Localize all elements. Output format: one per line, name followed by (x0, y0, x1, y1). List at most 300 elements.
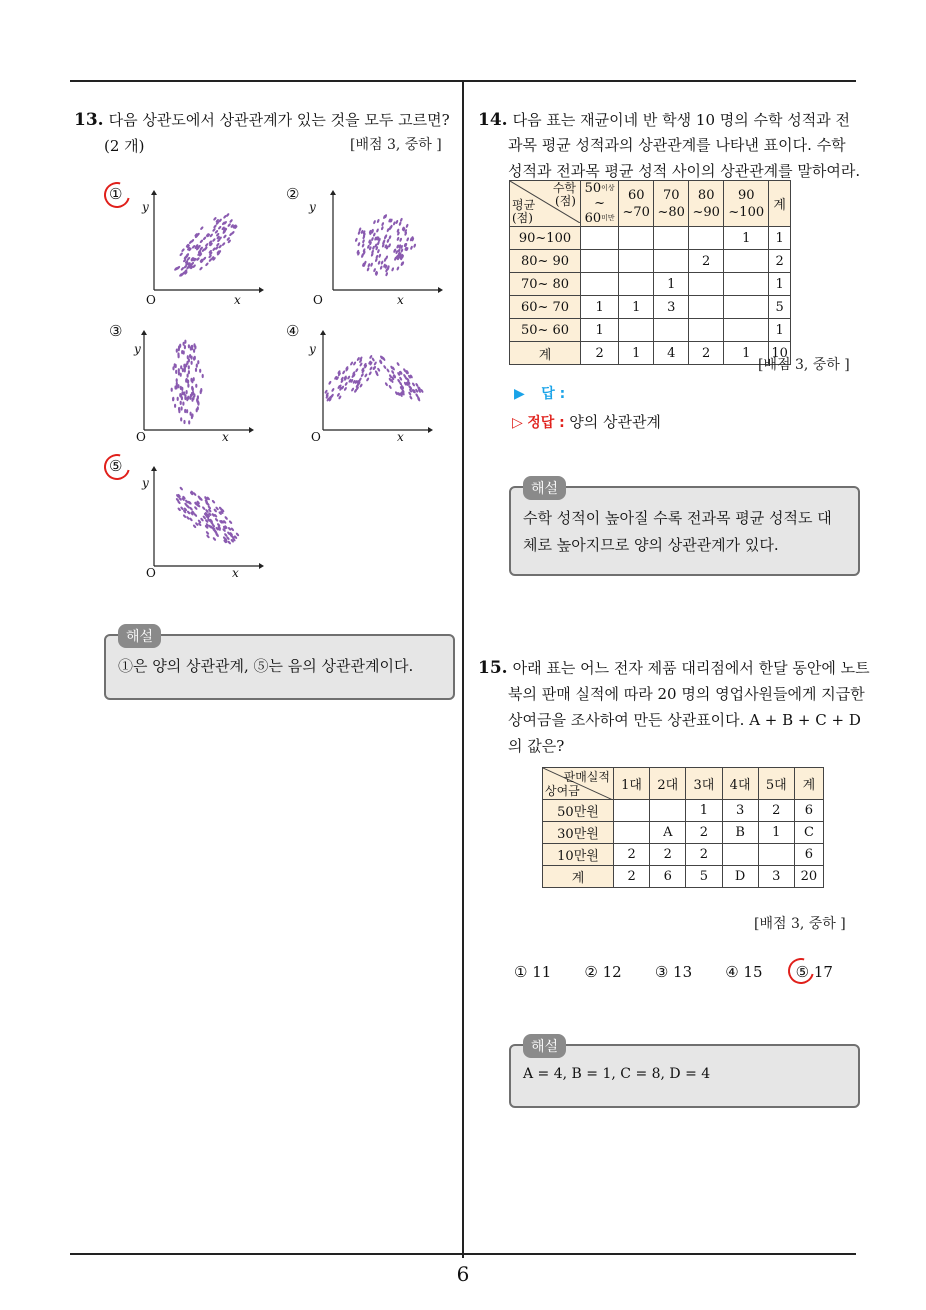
scatter-point (385, 272, 389, 277)
scatter-point (187, 384, 189, 388)
table-cell: 2 (769, 250, 791, 273)
table-cell (689, 296, 724, 319)
scatter-point (212, 238, 216, 243)
scatter-point (191, 392, 193, 396)
scatter-point (179, 252, 183, 257)
col-header: 3대 (686, 768, 722, 800)
table-cell: 6 (650, 866, 686, 888)
scatter-plot-1 (104, 180, 264, 310)
scatter-point (180, 386, 182, 390)
col-header-top: 70 (662, 187, 680, 203)
table-cell: 2 (614, 866, 650, 888)
table-cell: 2 (650, 844, 686, 866)
scatter-point (206, 534, 210, 539)
col-header-bottom: 60 (584, 211, 602, 226)
table-cell (724, 296, 769, 319)
table-cell: 1 (686, 800, 722, 822)
scatter-chart (124, 330, 254, 445)
scatter-point (400, 248, 404, 253)
scatter-point (380, 260, 384, 265)
scatter-point (366, 267, 370, 272)
scatter-point (196, 408, 198, 412)
row-label: 30만원 (543, 822, 614, 844)
answer-label: 답 : (541, 386, 566, 402)
scatter-point (182, 368, 184, 372)
x-axis-label: x (222, 430, 229, 444)
table-cell (722, 844, 758, 866)
scatter-point (373, 220, 377, 225)
scatter-point (400, 218, 404, 223)
scatter-point (331, 388, 335, 393)
origin-label: O (311, 430, 321, 444)
table-cell (724, 273, 769, 296)
scatter-point (205, 531, 209, 536)
scatter-point (375, 258, 379, 263)
scatter-point (197, 402, 199, 406)
scatter-point (187, 355, 189, 359)
table-cell (654, 227, 689, 250)
scatter-point (368, 371, 372, 376)
q13-count: (2 개) (104, 137, 145, 155)
scatter-chart (303, 330, 433, 445)
corner-cell (510, 181, 581, 227)
scatter-point (381, 222, 385, 227)
scatter-point (371, 357, 375, 362)
table-cell: D (722, 866, 758, 888)
table-row (510, 273, 791, 296)
choice-2[interactable]: ② 12 (584, 963, 622, 981)
x-axis-label: x (397, 430, 404, 444)
scatter-point (180, 401, 182, 405)
origin-label: O (146, 293, 156, 307)
scatter-point (189, 517, 193, 522)
q14-text-line-2: 과목 평균 성적과의 상관관계를 나타낸 표이다. 수학 (508, 136, 846, 154)
table-cell: 5 (769, 296, 791, 319)
scatter-point (184, 409, 186, 413)
scatter-point (180, 365, 182, 369)
scatter-point (367, 263, 371, 268)
table-row (543, 822, 824, 844)
corner-cell (543, 768, 614, 800)
scatter-point (355, 368, 359, 373)
table-row (510, 319, 791, 342)
scatter-point (190, 412, 192, 416)
scatter-point (191, 356, 193, 360)
sup-below: 미만 (601, 214, 615, 222)
scatter-point (182, 514, 186, 519)
scatter-point (193, 357, 195, 361)
scatter-point (178, 407, 180, 411)
q15-text-line-4: 의 값은? (508, 737, 565, 755)
scatter-point (176, 378, 178, 382)
q13-header (74, 106, 450, 134)
scatter-point (396, 362, 400, 367)
scatter-point (355, 238, 359, 243)
table-cell: C (794, 822, 823, 844)
scatter-point (180, 373, 182, 377)
table-cell: 5 (686, 866, 722, 888)
col-header-bottom: ~70 (622, 204, 650, 220)
scatter-point (199, 266, 203, 271)
col-header (654, 181, 689, 227)
table-cell (614, 822, 650, 844)
scatter-point (188, 344, 190, 348)
scatter-point (353, 361, 357, 366)
scatter-point (176, 349, 178, 353)
table-cell (619, 250, 654, 273)
scatter-point (357, 230, 361, 235)
table-row (510, 250, 791, 273)
table-cell: 1 (769, 319, 791, 342)
scatter-point (360, 373, 364, 378)
scatter-point (191, 398, 193, 402)
row-label: 90~100 (510, 227, 581, 250)
corner-top-label: 판매실적 (563, 770, 610, 784)
row-label: 70~ 80 (510, 273, 581, 296)
table-cell: 1 (619, 296, 654, 319)
scatter-point (369, 366, 373, 371)
scatter-point (189, 396, 191, 400)
scatter-point (391, 267, 395, 272)
table-cell (654, 250, 689, 273)
row-label: 10만원 (543, 844, 614, 866)
table-cell: 2 (686, 844, 722, 866)
scatter-point (193, 393, 195, 397)
row-label: 80~ 90 (510, 250, 581, 273)
plot-label: ⑤ (109, 457, 123, 475)
scatter-plot-2 (283, 180, 443, 310)
table-cell: 1 (654, 273, 689, 296)
correct-answer: 양의 상관관계 (569, 413, 661, 431)
origin-label: O (313, 293, 323, 307)
table-cell (724, 250, 769, 273)
column-divider (462, 82, 464, 1258)
q13-solution-text: ①은 양의 상관관계, ⑤는 음의 상관관계이다. (118, 657, 414, 675)
table-cell: 3 (654, 296, 689, 319)
choice-1[interactable]: ① 11 (514, 963, 552, 981)
scatter-point (190, 346, 192, 350)
col-header-total: 계 (794, 768, 823, 800)
col-header-top: 50 (584, 181, 602, 196)
scatter-point (193, 377, 195, 381)
scatter-point (391, 370, 395, 375)
scatter-point (185, 379, 187, 383)
corner-bottom-label: 평균 (512, 198, 536, 212)
scatter-point (411, 382, 415, 387)
q15-text-line-3: 상여금을 조사하여 만든 상관표이다. A + B + C + D (508, 711, 861, 729)
scatter-point (175, 370, 177, 374)
table-cell: 1 (724, 227, 769, 250)
table-cell: 2 (689, 342, 724, 365)
scatter-point (223, 234, 227, 239)
scatter-point (399, 237, 403, 242)
scatter-point (184, 396, 186, 400)
col-header-bottom: ~100 (728, 204, 765, 220)
table-cell: 6 (794, 844, 823, 866)
table-cell: 2 (686, 822, 722, 844)
col-header (724, 181, 769, 227)
scatter-point (227, 540, 231, 545)
scatter-point (179, 393, 181, 397)
q14-text-line-3: 성적과 전과목 평균 성적 사이의 상관관계를 말하여라. (508, 162, 861, 180)
table-cell: 1 (769, 273, 791, 296)
scatter-point (396, 237, 400, 242)
scatter-point (398, 221, 402, 226)
plot-label: ② (286, 185, 300, 203)
scatter-point (195, 384, 197, 388)
plot-label: ④ (286, 322, 300, 340)
q14-solution-line-1: 수학 성적이 높아질 수록 전과목 평균 성적도 대 (523, 509, 832, 527)
scatter-point (188, 370, 190, 374)
scatter-point (211, 499, 215, 504)
table-cell: 6 (794, 800, 823, 822)
table-cell: 10 (769, 342, 791, 365)
q14-meta: [배점 3, 중하 ] (758, 357, 850, 373)
scatter-point (413, 243, 417, 248)
scatter-point (377, 260, 381, 265)
scatter-point (193, 349, 195, 353)
col-header (689, 181, 724, 227)
scatter-point (175, 364, 177, 368)
table-cell: 1 (581, 296, 619, 319)
col-header-bottom: ~90 (692, 204, 720, 220)
table-cell: A (650, 822, 686, 844)
scatter-point (186, 516, 190, 521)
scatter-point (386, 368, 390, 373)
scatter-point (174, 404, 176, 408)
scatter-point (218, 225, 222, 230)
x-axis-label: x (234, 293, 241, 307)
table-cell (614, 800, 650, 822)
table-cell: B (722, 822, 758, 844)
scatter-point (379, 265, 383, 270)
scatter-point (188, 420, 190, 424)
table-cell: 4 (654, 342, 689, 365)
scatter-point (194, 345, 196, 349)
col-header-top: 90 (738, 187, 755, 203)
table-cell (724, 319, 769, 342)
scatter-point (202, 506, 206, 511)
table-cell: 2 (581, 342, 619, 365)
scatter-point (209, 233, 213, 238)
scatter-point (182, 402, 184, 406)
table-cell: 1 (724, 342, 769, 365)
scatter-point (187, 396, 189, 400)
scatter-point (186, 510, 190, 515)
choice-5[interactable]: ⑤ 17 (795, 963, 833, 981)
row-label: 50만원 (543, 800, 614, 822)
scatter-point (199, 369, 201, 373)
q15-solution-text: A = 4, B = 1, C = 8, D = 4 (523, 1066, 711, 1082)
q15-text-line-1: 아래 표는 어느 전자 제품 대리점에서 한달 동안에 노트 (512, 659, 870, 677)
table-cell (581, 250, 619, 273)
scatter-point (181, 396, 183, 400)
scatter-point (357, 242, 361, 247)
scatter-point (373, 232, 377, 237)
col-header-top: 80 (697, 187, 715, 203)
q13-meta: [배점 3, 중하 ] (350, 137, 442, 153)
scatter-plot-4 (283, 318, 443, 448)
table-cell (689, 273, 724, 296)
table-cell: 1 (769, 227, 791, 250)
table-row (543, 844, 824, 866)
sup-above: 이상 (601, 184, 615, 192)
q14-solution-line-2: 체로 높아지므로 양의 상관관계가 있다. (523, 536, 779, 554)
scatter-point (386, 239, 390, 244)
q14-header (478, 106, 850, 134)
q13-number: 13. (74, 110, 104, 130)
table-cell (758, 844, 794, 866)
scatter-point (221, 242, 225, 247)
scatter-point (188, 365, 190, 369)
scatter-point (179, 486, 183, 491)
scatter-point (376, 228, 380, 233)
scatter-point (405, 224, 409, 229)
choice-4[interactable]: ④ 15 (725, 963, 763, 981)
table-cell (689, 227, 724, 250)
plot-label: ③ (109, 322, 123, 340)
table-row-total (510, 342, 791, 365)
table-cell (619, 319, 654, 342)
row-label: 60~ 70 (510, 296, 581, 319)
scatter-point (384, 382, 388, 387)
scatter-point (202, 374, 204, 378)
scatter-point (194, 506, 198, 511)
q14-correlation-table (509, 180, 791, 365)
scatter-point (370, 252, 374, 257)
scatter-point (177, 397, 179, 401)
scatter-point (388, 235, 392, 240)
scatter-point (184, 345, 186, 349)
scatter-point (197, 395, 199, 399)
q14-correct-line (512, 411, 661, 432)
col-header: 4대 (722, 768, 758, 800)
scatter-point (200, 388, 202, 392)
table-cell (619, 227, 654, 250)
table-cell: 3 (758, 866, 794, 888)
q15-solution-tag: 해설 (523, 1034, 566, 1058)
scatter-chart (313, 190, 443, 305)
play-icon: ▶ (514, 386, 525, 402)
scatter-point (191, 361, 193, 365)
table-cell (689, 319, 724, 342)
scatter-point (187, 374, 189, 378)
scatter-point (200, 226, 204, 231)
corner-bottom-unit: (점) (512, 211, 533, 225)
scatter-point (344, 382, 348, 387)
scatter-point (197, 360, 199, 364)
scatter-plot-3 (104, 318, 264, 448)
scatter-point (183, 350, 185, 354)
scatter-chart (134, 466, 264, 581)
scatter-point (361, 243, 365, 248)
plot-label: ① (109, 185, 123, 203)
scatter-point (410, 245, 414, 250)
scatter-point (186, 390, 188, 394)
row-label: 계 (543, 866, 614, 888)
corner-top-unit: (점) (555, 194, 576, 208)
scatter-point (172, 397, 174, 401)
scatter-point (171, 388, 173, 392)
col-header (619, 181, 654, 227)
scatter-point (181, 406, 183, 410)
row-label: 계 (510, 342, 581, 365)
scatter-point (191, 386, 193, 390)
q13-solution-tag: 해설 (118, 624, 161, 648)
scatter-point (366, 377, 370, 382)
scatter-point (174, 385, 176, 389)
corner-bottom-label: 상여금 (545, 784, 580, 798)
q15-meta: [배점 3, 중하 ] (754, 916, 846, 932)
x-axis-label: x (232, 566, 239, 580)
q14-text-line-1: 다음 표는 재균이네 반 학생 10 명의 수학 성적과 전 (512, 111, 850, 129)
table-cell: 2 (758, 800, 794, 822)
y-axis-label: y (309, 342, 316, 356)
q15-number: 15. (478, 658, 508, 678)
scatter-point (378, 253, 382, 258)
y-axis-label: y (134, 342, 141, 356)
scatter-point (362, 239, 366, 244)
table-cell: 20 (794, 866, 823, 888)
q15-text-line-2: 북의 판매 실적에 따라 20 명의 영업사원들에게 지급한 (508, 685, 865, 703)
table-row (510, 227, 791, 250)
scatter-point (373, 361, 377, 366)
scatter-point (343, 387, 347, 392)
table-cell: 2 (614, 844, 650, 866)
scatter-point (228, 520, 232, 525)
scatter-plot-5 (104, 452, 264, 582)
selected-choice-mark (783, 953, 819, 989)
scatter-point (364, 373, 368, 378)
choice-3[interactable]: ③ 13 (654, 963, 693, 981)
row-label: 50~ 60 (510, 319, 581, 342)
scatter-point (396, 266, 400, 271)
bottom-rule (70, 1253, 856, 1255)
scatter-point (180, 417, 182, 421)
q15-correlation-table (542, 767, 824, 888)
scatter-point (406, 237, 410, 242)
table-cell: 1 (581, 319, 619, 342)
y-axis-label: y (142, 200, 149, 214)
scatter-point (377, 367, 381, 372)
table-cell (654, 319, 689, 342)
table-cell (581, 227, 619, 250)
table-cell: 2 (689, 250, 724, 273)
table-row (543, 800, 824, 822)
scatter-point (224, 516, 228, 521)
table-cell: 3 (722, 800, 758, 822)
scatter-point (181, 248, 185, 253)
scatter-point (199, 239, 203, 244)
scatter-point (212, 537, 216, 542)
origin-label: O (136, 430, 146, 444)
triangle-outline-icon: ▷ (512, 415, 523, 431)
q14-answer-line (514, 383, 565, 403)
col-header: 5대 (758, 768, 794, 800)
table-cell (650, 800, 686, 822)
scatter-point (383, 365, 387, 370)
scatter-point (178, 368, 180, 372)
q14-number: 14. (478, 110, 508, 130)
col-header: $50^{이상}$ ~ $60^{미만}$ (581, 181, 619, 227)
scatter-chart (134, 190, 264, 305)
col-header-top: 60 (627, 187, 645, 203)
scatter-point (395, 220, 399, 225)
col-header-bottom: ~80 (657, 204, 685, 220)
scatter-point (196, 364, 198, 368)
y-axis-label: y (142, 476, 149, 490)
scatter-point (229, 219, 233, 224)
